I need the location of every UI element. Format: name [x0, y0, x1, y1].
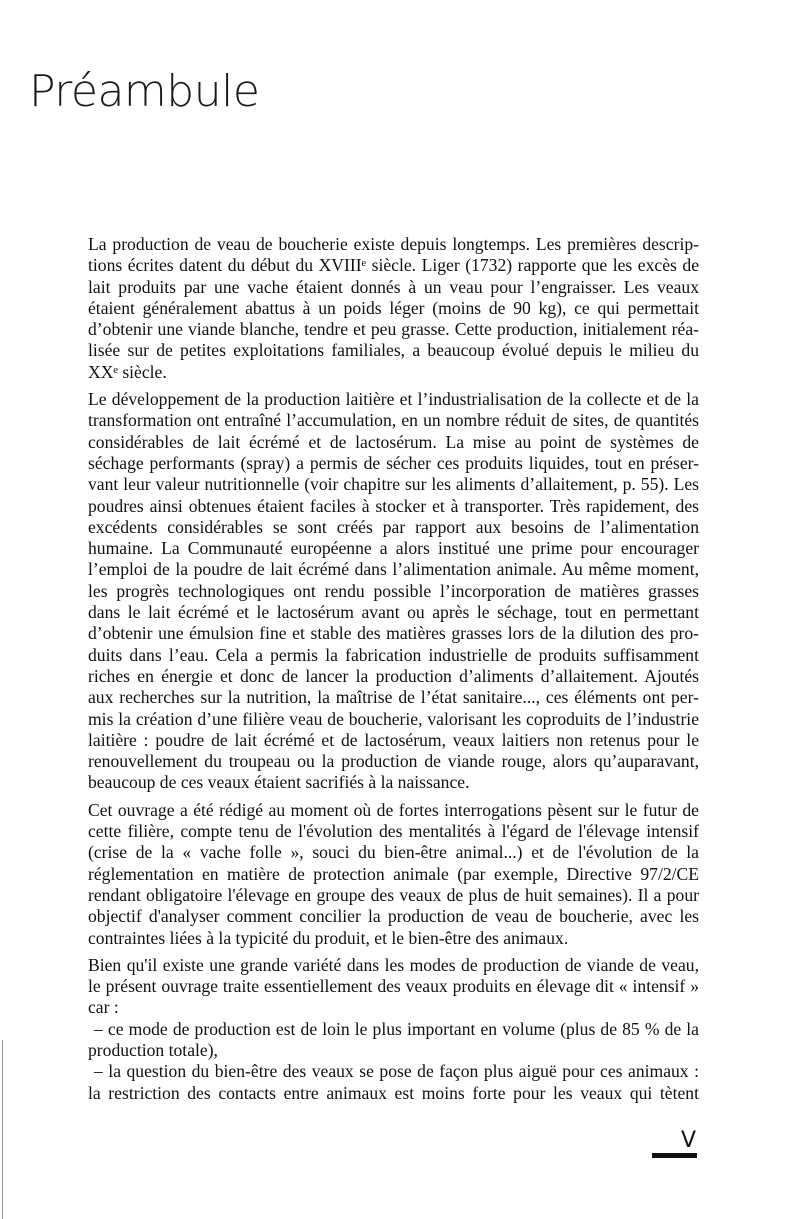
text-line: production totale), — [88, 1039, 218, 1060]
text-line: l’emploi de la poudre de lait écrémé dans l’alimentation animale. Au même moment, — [88, 559, 699, 580]
text-line: Cet ouvrage a été rédigé au moment où de fortes interrogations pèsent sur le futur de — [88, 799, 699, 820]
paragraph — [88, 234, 699, 383]
text-line: cette filière, compte tenu de l'évolution des mentalités à l'égard de l'élevage intensif — [88, 821, 699, 842]
text-line: – la question du bien-être des veaux se pose de façon plus aiguë pour ces animaux : — [94, 1061, 699, 1082]
text-line: les progrès technologiques ont rendu possible l’incorporation de matières grasses — [88, 580, 699, 601]
paragraph — [88, 389, 699, 794]
paragraph — [88, 800, 699, 949]
text-line: car : — [88, 997, 119, 1018]
text-line: contraintes liées à la typicité du produit, et le bien-être des animaux. — [88, 927, 569, 948]
text-line: La production de veau de boucherie existe depuis longtemps. Les premières descrip- — [88, 234, 699, 254]
text-line: tions écrites datent du début du XVIIIᵉ siècle. Liger (1732) rapporte que les excès de — [88, 255, 699, 276]
text-line: Bien qu'il existe une grande variété dans les modes de production de viande de veau, — [88, 954, 699, 975]
text-line: transformation ont entraîné l’accumulation, en un nombre réduit de sites, de quantités — [88, 410, 699, 431]
text-line: lait produits par une vache étaient donnés à un veau pour l’engraisser. Les veaux — [88, 276, 699, 297]
page-number: V — [681, 1128, 697, 1153]
text-line: d’obtenir une viande blanche, tendre et peu grasse. Cette production, initialement réa- — [88, 319, 699, 340]
text-line: humaine. La Communauté européenne a alors institué une prime pour encourager — [88, 538, 699, 559]
scan-margin-line — [2, 1040, 3, 1219]
text-line: (crise de la « vache folle », souci du bien-être animal...) et de l'évolution de la — [88, 842, 699, 863]
text-line: le présent ouvrage traite essentiellement des veaux produits en élevage dit « intensif » — [88, 976, 699, 997]
text-line: laitière : poudre de lait écrémé et de lactosérum, veaux laitiers non retenus pour le — [88, 729, 699, 750]
text-line: riches en énergie et donc de lancer la production d’aliments d’allaitement. Ajoutés — [88, 665, 699, 686]
text-line: vant leur valeur nutritionnelle (voir chapitre sur les aliments d’allaitement, p. 55). Les — [88, 474, 699, 495]
text-line: renouvellement du troupeau ou la production de viande rouge, alors qu’auparavant, — [88, 751, 699, 772]
text-line: séchage performants (spray) a permis de sécher ces produits liquides, tout en préser- — [88, 452, 699, 473]
text-line: Le développement de la production laitière et l’industrialisation de la collecte et de la — [88, 389, 699, 410]
text-line: mis la création d’une filière veau de boucherie, valorisant les coproduits de l’industrie — [88, 708, 699, 729]
text-line: la restriction des contacts entre animaux est moins forte pour les veaux qui tètent — [88, 1082, 699, 1103]
text-line: XXᵉ siècle. — [88, 361, 167, 382]
text-line: étaient généralement abattus à un poids léger (moins de 90 kg), ce qui permettait — [88, 297, 699, 318]
body-text — [88, 234, 699, 1110]
page-title: Préambule — [29, 66, 260, 117]
paragraph — [88, 955, 699, 1104]
text-line: d’obtenir une émulsion fine et stable des matières grasses lors de la dilution des pro- — [88, 623, 699, 644]
text-line: duits dans l’eau. Cela a permis la fabrication industrielle de produits suffisamment — [88, 644, 699, 665]
text-line: lisée sur de petites exploitations familiales, a beaucoup évolué depuis le milieu du — [88, 340, 699, 361]
text-line: considérables de lait écrémé et de lactosérum. La mise au point de systèmes de — [88, 431, 699, 452]
text-line: poudres ainsi obtenues étaient faciles à stocker et à transporter. Très rapidement, des — [88, 495, 699, 516]
text-line: rendant obligatoire l'élevage en groupe des veaux de plus de huit semaines). Il a pour — [88, 884, 699, 905]
text-line: aux recherches sur la nutrition, la maîtrise de l’état sanitaire..., ces éléments ont per- — [88, 687, 699, 708]
text-line: excédents considérables se sont créés par rapport aux besoins de l’alimentation — [88, 516, 699, 537]
page-number-rule — [652, 1153, 697, 1158]
text-line: dans le lait écrémé et le lactosérum avant ou après le séchage, tout en permettant — [88, 602, 699, 623]
text-line: beaucoup de ces veaux étaient sacrifiés à la naissance. — [88, 772, 470, 793]
text-line: – ce mode de production est de loin le plus important en volume (plus de 85 % de la — [94, 1018, 699, 1039]
text-line: objectif d'analyser comment concilier la production de veau de boucherie, avec les — [88, 906, 699, 927]
text-line: réglementation en matière de protection animale (par exemple, Directive 97/2/CE — [88, 863, 699, 884]
